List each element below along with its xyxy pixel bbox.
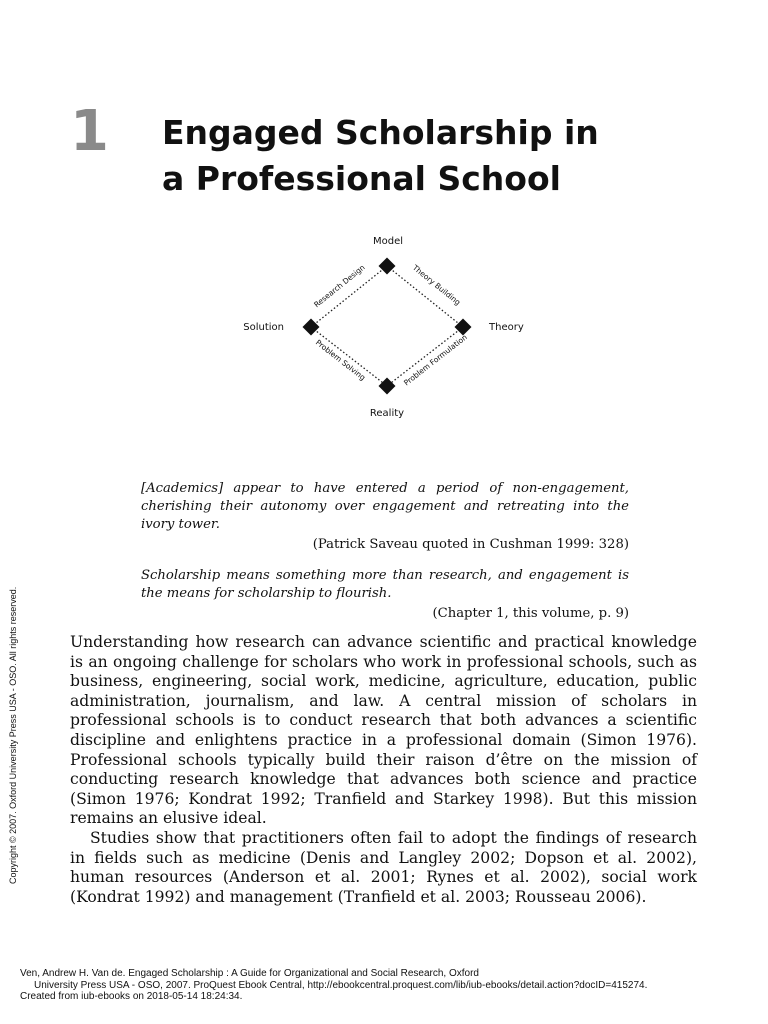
body-text: [70, 633, 697, 907]
node-model-label: Model: [372, 236, 404, 247]
edge-problem-formulation-label: Problem Formulation: [402, 332, 469, 388]
chapter-title-line-1: Engaged Scholarship in: [162, 113, 599, 152]
epigraph-2-text: Scholarship means something more than research, and engagement is the means for scholarship to flourish.: [141, 568, 629, 601]
node-theory-label: Theory: [489, 322, 524, 333]
epigraph-1-source: (Patrick Saveau quoted in Cushman 1999: 328): [312, 537, 629, 552]
edge-research-design-label: Research Design: [312, 262, 367, 310]
edge-theory-building-label: Theory Building: [410, 263, 463, 308]
body-paragraph-2: Studies show that practitioners often fail to adopt the findings of research in fields such as medicine (Denis and Langley 2002; Dopson et al. 2002), human resources (Anderson et al. 2001; Rynes et al. 2002), social work (Kondrat 1992) and management (Tranfield et al. 2003; Rousseau 2006).: [70, 828, 697, 906]
node-reality-diamond: [379, 378, 396, 395]
node-solution-label: Solution: [243, 322, 284, 333]
citation-footer: [20, 968, 765, 1003]
chapter-number: 1: [70, 99, 109, 164]
side-copyright-notice: Copyright © 2007. Oxford University Press USA - OSO. All rights reserved.: [8, 586, 18, 884]
edge-problem-solving-label: Problem Solving: [313, 337, 368, 383]
node-model-diamond: [379, 258, 396, 275]
epigraph-1-text: [Academics] appear to have entered a period of non-engagement, cherishing their autonomy over engagement and retreating into the ivory tower.: [141, 481, 629, 532]
edge-problem-formulation: [387, 327, 463, 386]
footer-line-1: Ven, Andrew H. Van de. Engaged Scholarship : A Guide for Organizational and Social Research, Oxford: [20, 968, 479, 979]
chapter-title-line-2: a Professional School: [162, 159, 561, 198]
epigraph-1: [141, 480, 629, 554]
node-reality-label: Reality: [369, 408, 405, 419]
epigraph-2: [141, 567, 629, 623]
body-paragraph-1: Understanding how research can advance scientific and practical knowledge is an ongoing challenge for scholars who work in professional schools, such as business, engineering, social work, medicine, agriculture, education, public administration, journalism, and law. A central mission of scholars in professional schools is to conduct research that both advances a scientific discipline and enlightens practice in a professional domain (Simon 1976). Professional schools typically build their raison d’être on the mission of conducting research knowledge that advances both science and practice (Simon 1976; Kondrat 1992; Tranfield and Starkey 1998). But this mission remains an elusive ideal.: [70, 633, 697, 828]
node-solution-diamond: [303, 319, 320, 336]
footer-line-3: Created from iub-ebooks on 2018-05-14 18:24:34.: [20, 991, 243, 1002]
edge-problem-solving: [311, 327, 387, 386]
epigraph-2-source: (Chapter 1, this volume, p. 9): [432, 606, 629, 621]
footer-line-2: University Press USA - OSO, 2007. ProQuest Ebook Central, http://ebookcentral.proquest.com/lib/iub-ebooks/detail.action?docID=415274.: [34, 979, 648, 991]
